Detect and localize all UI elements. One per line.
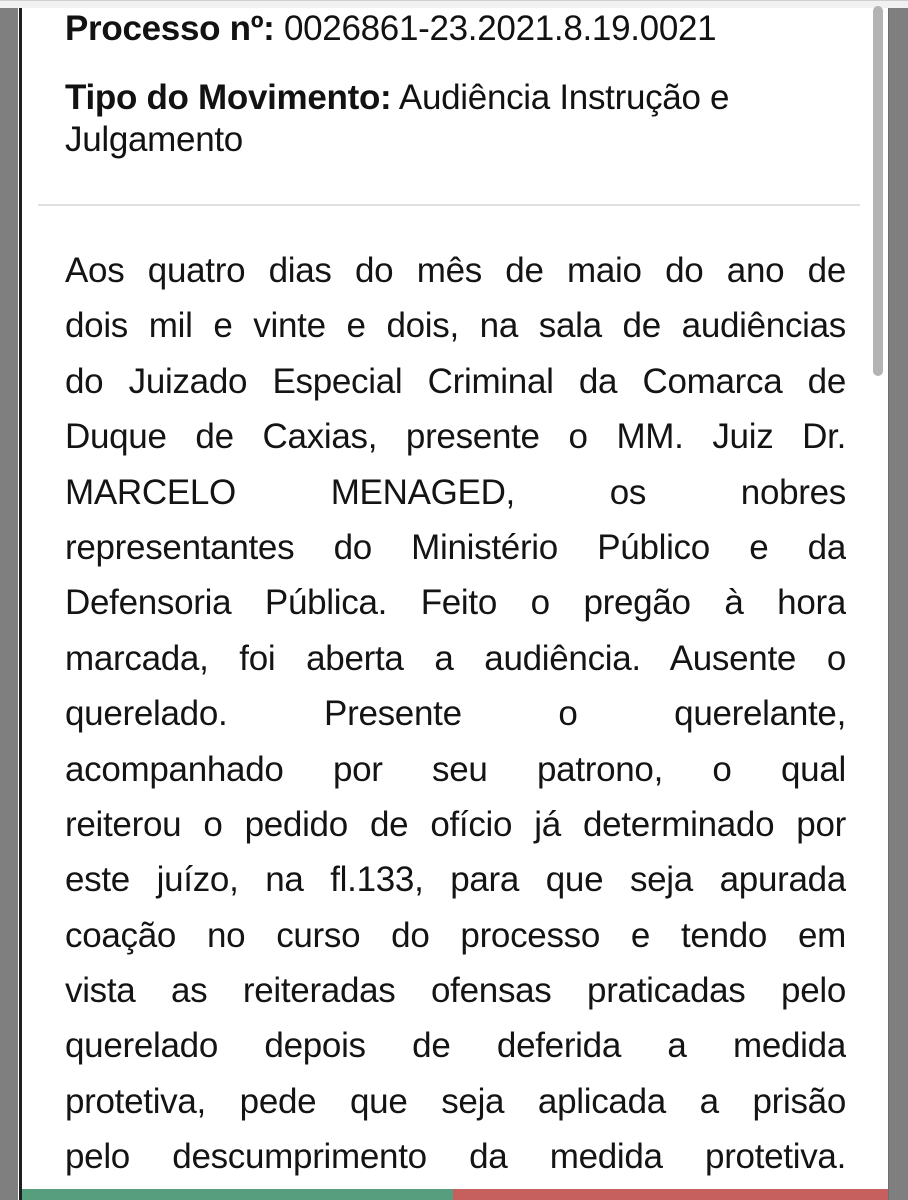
- viewer-right-bar: [888, 8, 908, 1200]
- body-text-line: querelado. Presente o querelante,: [65, 694, 846, 734]
- viewer-left-bar: [0, 8, 18, 1200]
- body-text-line: vista as reiteradas ofensas praticadas pelo: [65, 971, 846, 1011]
- body-text-line: Aos quatro dias do mês de maio do ano de: [65, 251, 846, 290]
- page-content: [65, 8, 846, 1185]
- body-text-line: reiterou o pedido de ofício já determinado por: [65, 804, 846, 844]
- processo-label: Processo nº:: [65, 9, 275, 48]
- body-text-line: pelo descumprimento da medida protetiva.: [65, 1137, 846, 1177]
- body-paragraph: [65, 243, 846, 1185]
- body-text-line: MARCELO MENAGED, os nobres: [65, 472, 846, 512]
- body-text-line: este juízo, na fl.133, para que seja apurada: [65, 860, 846, 900]
- header-divider: [38, 204, 860, 206]
- body-text-line: acompanhado por seu patrono, o qual: [65, 749, 846, 789]
- scrollbar-thumb[interactable]: [873, 6, 883, 376]
- page-edge-line: [19, 8, 22, 1200]
- footer-green-segment: [22, 1189, 453, 1200]
- body-text-line: representantes do Ministério Público e da: [65, 527, 846, 567]
- body-text-line: Duque de Caxias, presente o MM. Juiz Dr.: [65, 417, 846, 457]
- processo-value: 0026861-23.2021.8.19.0021: [283, 9, 717, 48]
- movimento-label: Tipo do Movimento:: [65, 78, 392, 117]
- body-text-line: marcada, foi aberta a audiência. Ausente o: [65, 638, 846, 678]
- body-text-line: protetiva, pede que seja aplicada a prisão: [65, 1081, 846, 1121]
- movimento-row: [65, 77, 846, 161]
- body-text-line: do Juizado Especial Criminal da Comarca de: [65, 361, 846, 401]
- body-text-line: coação no curso do processo e tendo em: [65, 915, 846, 955]
- processo-row: [65, 8, 846, 50]
- body-text-line: querelado depois de deferida a medida: [65, 1026, 846, 1066]
- document-page: [18, 8, 888, 1200]
- body-text-line: Defensoria Pública. Feito o pregão à hora: [65, 583, 846, 623]
- viewer-top-strip: [0, 0, 908, 8]
- footer-color-bar: [22, 1189, 888, 1200]
- footer-red-segment: [453, 1189, 888, 1200]
- body-text-line: dois mil e vinte e dois, na sala de audiências: [65, 306, 846, 346]
- movimento-value: Audiência Instrução e Julgamento: [65, 78, 730, 159]
